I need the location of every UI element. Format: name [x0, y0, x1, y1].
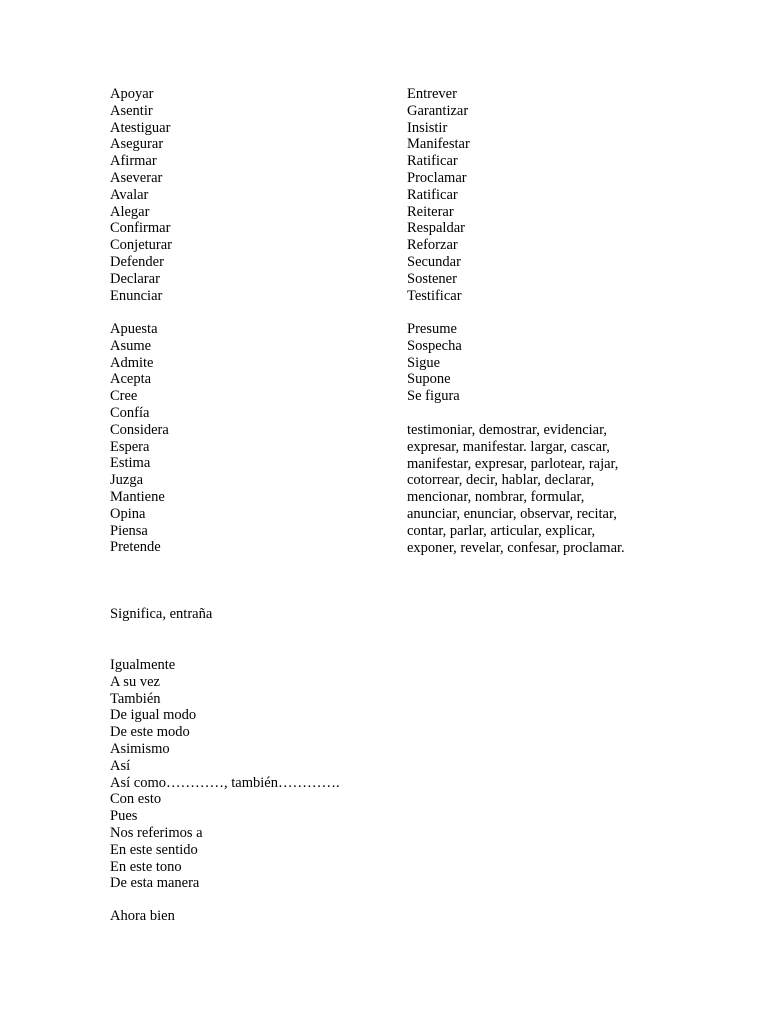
- connector-item: De esta manera: [110, 875, 200, 892]
- verb-item: Avalar: [110, 186, 149, 203]
- connector-list: [110, 657, 340, 892]
- verb-item: Atestiguar: [110, 119, 171, 136]
- connector-item: Así como…………, también………….: [110, 774, 340, 791]
- opinion-verb-list-right: [407, 321, 462, 405]
- verb-item: Confirmar: [110, 220, 171, 237]
- verb-item: Entrever: [407, 86, 457, 102]
- verb-item: Confía: [110, 404, 150, 421]
- verb-item: Sigue: [407, 354, 441, 371]
- verb-item: Acepta: [110, 371, 152, 388]
- verb-item: Supone: [407, 371, 451, 388]
- verb-item: Cree: [110, 388, 138, 405]
- verb-item: Garantizar: [407, 102, 469, 119]
- verb-item: Considera: [110, 421, 169, 438]
- verb-item: Asume: [110, 337, 152, 354]
- verb-item: Admite: [110, 354, 154, 371]
- verb-item: Declarar: [110, 270, 160, 287]
- connector-item: Con esto: [110, 791, 162, 808]
- verb-item: Asegurar: [110, 136, 164, 153]
- synonym-list: [407, 422, 625, 556]
- connector-item: Asimismo: [110, 740, 170, 757]
- connector-item: También: [110, 690, 161, 707]
- synonym-line: anunciar, enunciar, observar, recitar,: [407, 505, 617, 522]
- connector-item: Pues: [110, 808, 138, 825]
- verb-item: Sostener: [407, 270, 457, 287]
- verb-item: Testificar: [407, 287, 462, 304]
- verb-item: Secundar: [407, 253, 461, 270]
- synonym-line: manifestar, expresar, parlotear, rajar,: [407, 455, 619, 472]
- connector-item: De este modo: [110, 724, 190, 741]
- verb-item: Ratificar: [407, 153, 458, 170]
- synonym-line: contar, parlar, articular, explicar,: [407, 522, 596, 539]
- verb-item: Pretende: [110, 539, 161, 556]
- verb-item: Estima: [110, 455, 151, 472]
- synonym-line: cotorrear, decir, hablar, declarar,: [407, 472, 595, 489]
- verb-item: Enunciar: [110, 287, 163, 304]
- connector-item: Nos referimos a: [110, 824, 203, 841]
- verb-item: Manifestar: [407, 136, 470, 153]
- connector-item: Igualmente: [110, 657, 176, 673]
- synonym-line: expresar, manifestar. largar, cascar,: [407, 438, 610, 455]
- connector-item: En este sentido: [110, 841, 198, 858]
- verb-item: Espera: [110, 438, 150, 455]
- verb-list-left: [110, 86, 172, 304]
- verb-item: Alegar: [110, 203, 150, 220]
- verb-item: Apuesta: [110, 321, 158, 337]
- significa-line: Significa, entraña: [110, 606, 213, 622]
- synonym-line: mencionar, nombrar, formular,: [407, 489, 585, 506]
- connector-item: De igual modo: [110, 707, 197, 724]
- verb-item: Piensa: [110, 522, 148, 539]
- verb-item: Asentir: [110, 102, 153, 119]
- verb-item: Respaldar: [407, 220, 465, 237]
- verb-item: Defender: [110, 253, 164, 270]
- verb-list-right: [407, 86, 470, 304]
- verb-item: Proclamar: [407, 169, 467, 186]
- verb-item: Sospecha: [407, 337, 462, 354]
- verb-item: Opina: [110, 505, 146, 522]
- opinion-verb-list-left: [110, 321, 169, 556]
- connector-item: En este tono: [110, 858, 182, 875]
- synonym-line: exponer, revelar, confesar, proclamar.: [407, 539, 625, 556]
- synonym-line: testimoniar, demostrar, evidenciar,: [407, 422, 607, 438]
- verb-item: Reforzar: [407, 237, 458, 254]
- connector-item: A su vez: [110, 673, 160, 690]
- verb-item: Apoyar: [110, 86, 154, 102]
- verb-item: Reiterar: [407, 203, 454, 220]
- verb-item: Se figura: [407, 388, 460, 405]
- verb-item: Aseverar: [110, 169, 163, 186]
- verb-item: Mantiene: [110, 488, 165, 505]
- verb-item: Conjeturar: [110, 237, 173, 254]
- verb-item: Presume: [407, 321, 457, 337]
- verb-item: Ratificar: [407, 186, 458, 203]
- connector-item: Así: [110, 757, 131, 774]
- final-line: Ahora bien: [110, 908, 175, 924]
- verb-item: Afirmar: [110, 153, 157, 170]
- verb-item: Insistir: [407, 119, 448, 136]
- verb-item: Juzga: [110, 472, 144, 489]
